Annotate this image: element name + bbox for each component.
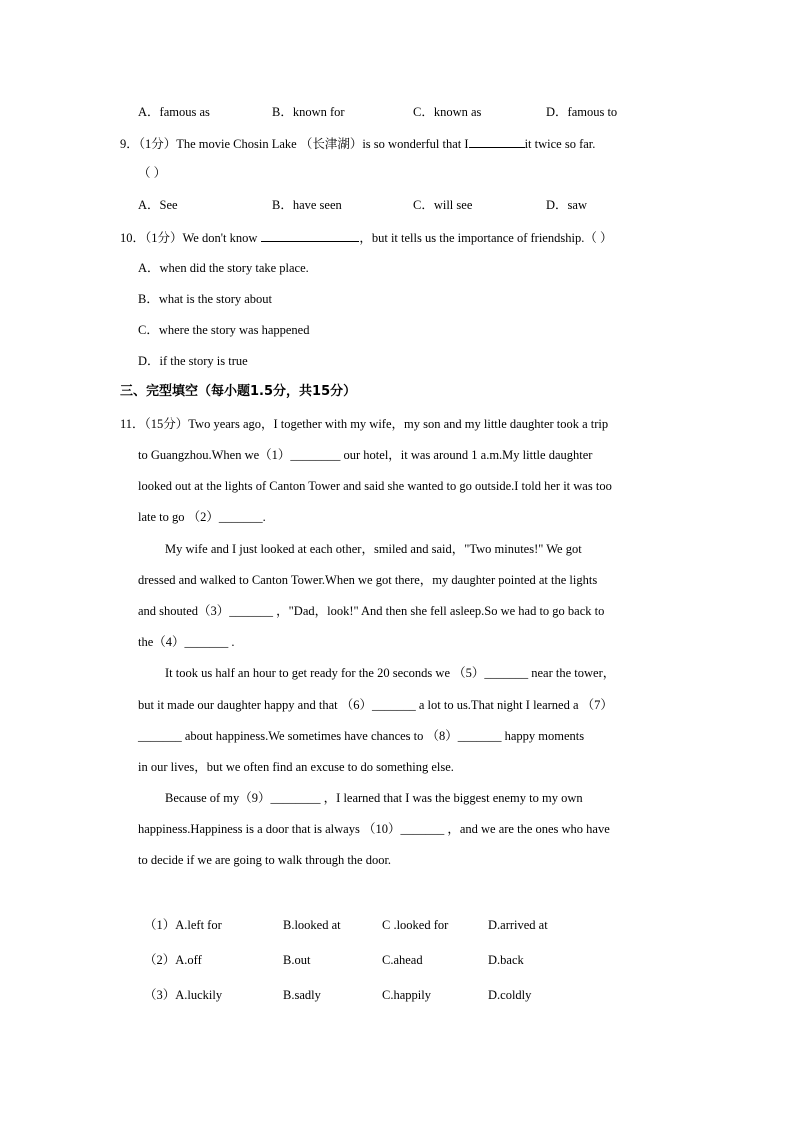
- q9-option-d: D．saw: [546, 198, 587, 212]
- q11-line-2: to Guangzhou.When we（1）________ our hotel，it was around 1 a.m.My little daughter: [138, 448, 593, 462]
- q11-2-option-d: D.back: [488, 953, 524, 967]
- q10-stem-after: ，but it tells us the importance of friendship.（ ）: [359, 231, 613, 245]
- q11-line-7: and shouted（3）_______ ，"Dad，look!" And then she fell asleep.So we had to go back to: [138, 604, 605, 618]
- q11-2-option-c: C.ahead: [382, 953, 423, 967]
- q9-blank: [469, 135, 525, 148]
- q9-option-b: B．have seen: [272, 198, 342, 212]
- q10-option-c: C．where the story was happened: [138, 323, 310, 337]
- q9-option-a: A．See: [138, 198, 178, 212]
- q11-1-option-a: （1）A.left for: [144, 918, 222, 932]
- q11-3-option-a: （3）A.luckily: [144, 988, 223, 1002]
- q11-3-option-b: B.sadly: [283, 988, 321, 1002]
- q8-option-b: B．known for: [272, 105, 345, 119]
- q9-stem-before: 9．（1分）The movie Chosin Lake （长津湖）is so wonderful that I: [120, 137, 469, 151]
- q11-line-8: the（4）_______ .: [138, 635, 235, 649]
- q11-1-option-b: B.looked at: [283, 918, 341, 932]
- q11-1-option-d: D.arrived at: [488, 918, 548, 932]
- q10-stem: [120, 229, 612, 246]
- q9-paren: （ ）: [138, 166, 167, 180]
- q11-3-option-c: C.happily: [382, 988, 431, 1002]
- q9-stem: [120, 135, 595, 152]
- q10-blank: [261, 229, 359, 242]
- q11-2-option-a: （2）A.off: [144, 953, 202, 967]
- q10-option-d: D．if the story is true: [138, 354, 248, 368]
- q11-2-option-b: B.out: [283, 953, 311, 967]
- q8-option-c: C．known as: [413, 105, 482, 119]
- q11-line-4: late to go （2）_______.: [138, 510, 266, 524]
- q11-line-15: to decide if we are going to walk through the door.: [138, 853, 392, 867]
- q9-option-c: C．will see: [413, 198, 473, 212]
- section-3-heading: 三、完型填空（每小题1.5分，共15分）: [120, 384, 357, 399]
- q11-line-6: dressed and walked to Canton Tower.When we got there，my daughter pointed at the lights: [138, 573, 598, 587]
- q11-1-option-c: C .looked for: [382, 918, 449, 932]
- q11-line-9: It took us half an hour to get ready for the 20 seconds we （5）_______ near the tower，: [165, 666, 616, 680]
- q11-line-12: in our lives，but we often find an excuse to do something else.: [138, 760, 454, 774]
- q10-option-b: B．what is the story about: [138, 292, 273, 306]
- q11-line-10: but it made our daughter happy and that （6）_______ a lot to us.That night I learned a （7）: [138, 698, 613, 712]
- q11-line-11: _______ about happiness.We sometimes have chances to （8）_______ happy moments: [138, 729, 585, 743]
- q9-stem-after: it twice so far.: [524, 137, 596, 151]
- q11-line-13: Because of my（9）________ ，I learned that I was the biggest enemy to my own: [165, 791, 583, 805]
- q10-option-a: A．when did the story take place.: [138, 261, 309, 275]
- q11-line-3: looked out at the lights of Canton Tower and said she wanted to go outside.I told her it was too: [138, 479, 612, 493]
- q11-3-option-d: D.coldly: [488, 988, 532, 1002]
- q10-stem-before: 10．（1分）We don't know: [120, 231, 258, 245]
- q11-line-14: happiness.Happiness is a door that is always （10）_______ ，and we are the ones who have: [138, 822, 610, 836]
- q11-line-5: My wife and I just looked at each other，smiled and said，"Two minutes!" We got: [165, 542, 582, 556]
- q11-line-1: 11．（15分）Two years ago，I together with my wife，my son and my little daughter took a trip: [120, 417, 609, 431]
- q8-option-d: D．famous to: [546, 105, 618, 119]
- q8-option-a: A．famous as: [138, 105, 210, 119]
